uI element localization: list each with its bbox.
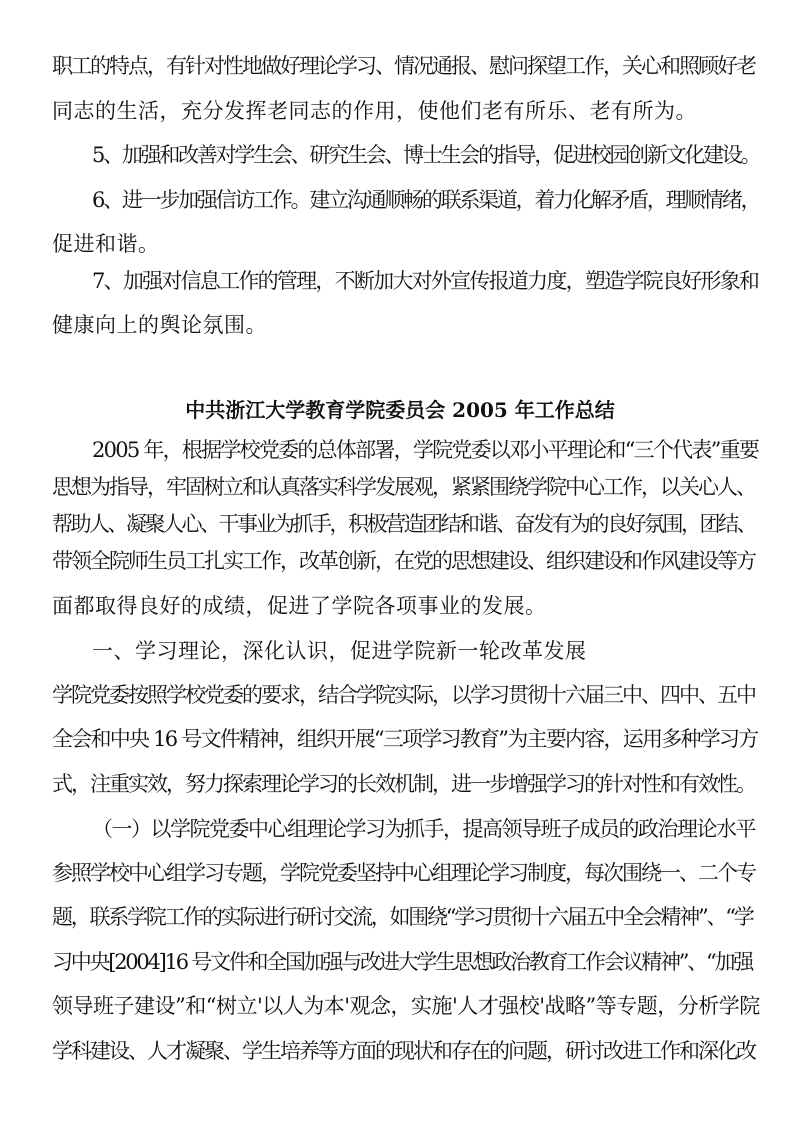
text-line: 全会和中央 16 号文件精神，组织开展“三项学习教育”为主要内容，运用多种学习方 bbox=[52, 727, 758, 751]
text-line: 同志的生活，充分发挥老同志的作用，使他们老有所乐、老有所为。 bbox=[52, 99, 697, 123]
text-line: 帮助人、凝聚人心、干事业为抓手，积极营造团结和谐、奋发有为的良好氛围，团结、 bbox=[52, 512, 755, 536]
text-line: 职工的特点，有针对性地做好理论学习、情况通报、慰问探望工作，关心和照顾好老 bbox=[52, 54, 755, 78]
section-title: 中共浙江大学教育学院委员会 2005 年工作总结 bbox=[185, 398, 615, 422]
list-item-6: 6、进一步加强信访工作。建立沟通顺畅的联系渠道，着力化解矛盾，理顺情绪， bbox=[92, 188, 760, 212]
text-line: 带领全院师生员工扎实工作，改革创新，在党的思想建设、组织建设和作风建设等方 bbox=[52, 549, 755, 573]
text-line: 参照学校中心组学习专题，学院党委坚持中心组理论学习制度，每次围绕一、二个专 bbox=[52, 861, 755, 885]
list-item-5: 5、加强和改善对学生会、研究生会、博士生会的指导，促进校园创新文化建设。 bbox=[92, 143, 760, 167]
text-line: 领导班子建设”和“树立'以人为本'观念，实施'人才强校'战略”等专题，分析学院 bbox=[52, 994, 760, 1018]
text-line: 面都取得良好的成绩，促进了学院各项事业的发展。 bbox=[52, 594, 547, 618]
text-line: 健康向上的舆论氛围。 bbox=[52, 313, 267, 337]
section-heading: 一、学习理论，深化认识，促进学院新一轮改革发展 bbox=[92, 639, 587, 663]
text-line: 思想为指导，牢固树立和认真落实科学发展观，紧紧围绕学院中心工作，以关心人、 bbox=[52, 475, 755, 499]
text-line: 学院党委按照学校党委的要求，结合学院实际，以学习贯彻十六届三中、四中、五中 bbox=[52, 683, 755, 707]
list-item-7: 7、加强对信息工作的管理，不断加大对外宣传报道力度，塑造学院良好形象和 bbox=[92, 269, 759, 293]
text-line: 习中央[2004]16 号文件和全国加强与改进大学生思想政治教育工作会议精神”、“加强 bbox=[52, 950, 752, 974]
subsection-heading: （一）以学院党委中心组理论学习为抓手，提高领导班子成员的政治理论水平 bbox=[92, 817, 755, 841]
text-line: 2005 年，根据学校党委的总体部署，学院党委以邓小平理论和“三个代表”重要 bbox=[92, 438, 759, 462]
text-line: 促进和谐。 bbox=[52, 232, 160, 256]
text-line: 题，联系学院工作的实际进行研讨交流，如围绕“学习贯彻十六届五中全会精神”、“学 bbox=[52, 905, 753, 929]
text-line: 式，注重实效，努力探索理论学习的长效机制，进一步增强学习的针对性和有效性。 bbox=[52, 772, 755, 796]
text-line: 学科建设、人才凝聚、学生培养等方面的现状和存在的问题，研讨改进工作和深化改 bbox=[52, 1039, 755, 1063]
